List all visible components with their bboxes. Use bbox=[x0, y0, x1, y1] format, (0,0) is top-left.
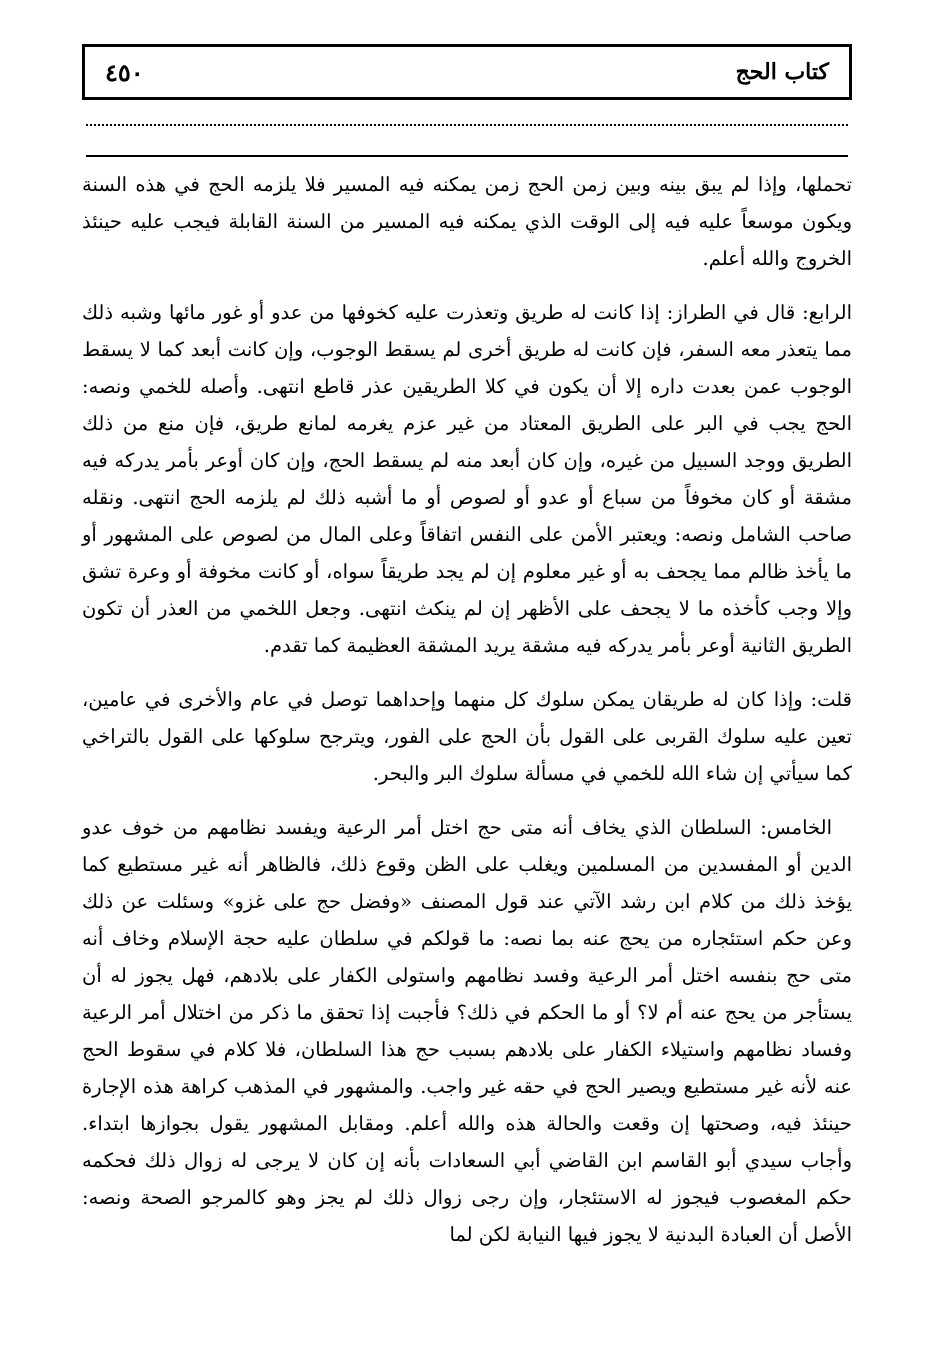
paragraph-1: تحملها، وإذا لم يبق بينه وبين زمن الحج زمن يمكنه فيه المسير فلا يلزمه الحج في هذه السنة ويكون موسعاً عليه فيه إلى الوقت الذي يمكنه فيه المسير من السنة القابلة فيجب عليه حينئذ الخروج والله أعلم. bbox=[82, 173, 853, 270]
chapter-title: كتاب الحج bbox=[735, 59, 829, 85]
paragraph-3: قلت: وإذا كان له طريقان يمكن سلوك كل منهما وإحداهما توصل في عام والأخرى في عامين، تعين عليه سلوك القربى على القول بأن الحج على الفور، ويترجح سلوكها على القول بالتراخي كما سيأتي إن شاء الله للخمي في مسألة سلوك البر والبحر. bbox=[82, 688, 852, 785]
page-header bbox=[82, 44, 852, 100]
paragraph-4: الخامس: السلطان الذي يخاف أنه متى حج اختل أمر الرعية ويفسد نظامهم من خوف عدو الدين أو المفسدين من المسلمين ويغلب على الظن وقوع ذلك، فالظاهر أنه غير مستطيع كما يؤخذ ذلك من كلام ابن رشد الآتي عند قول المصنف «وفضل حج على غزو» وسئلت عن ذلك وعن حكم استئجاره من يحج عنه بما نصه: ما قولكم في سلطان عليه حجة الإسلام وخاف أنه متى حج بنفسه اختل أمر الرعية وفسد نظامهم واستولى الكفار على بلادهم، فهل يجوز له أن يستأجر من يحج عنه أم لا؟ أو ما الحكم في ذلك؟ فأجبت إذا تحقق ما ذكر من اختلال أمر الرعية وفساد نظامهم واستيلاء الكفار على بلادهم بسبب حج هذا السلطان، فلا كلام في سقوط الحج عنه لأنه غير مستطيع ويصير الحج في حقه غير واجب. والمشهور في المذهب كراهة هذه الإجارة حينئذ فيه، وصحتها إن وقعت والحالة هذه والله أعلم. ومقابل المشهور يقول بجوازها ابتداء. وأجاب سيدي أبو القاسم ابن القاضي أبي السعادات بأنه إن كان لا يرجى له زوال ذلك فحكمه حكم المغصوب فيجوز له الاستئجار، وإن رجى زوال ذلك لم يجز وهو كالمرجو الصحة ونصه: الأصل أن العبادة البدنية لا يجوز فيها النيابة لكن لما bbox=[82, 816, 852, 1246]
page-number: ٤٥٠ bbox=[105, 57, 144, 87]
solid-divider bbox=[86, 155, 848, 157]
paragraph-2: الرابع: قال في الطراز: إذا كانت له طريق وتعذرت عليه كخوفها من عدو أو غور مائها وشبه ذلك مما يتعذر معه السفر، فإن كانت له طريق أخرى لم يسقط الوجوب، وإن كانت أبعد كما لا يسقط الوجوب عمن بعدت داره إلا أن يكون في كلا الطريقين عذر قاطع انتهى. وأصله للخمي ونصه: الحج يجب في البر على الطريق المعتاد من غير عزم يغرمه لمانع طريق، فإن منع من ذلك الطريق ووجد السبيل من غيره، وإن كان أبعد منه لم يسقط الحج، وإن كان أوعر بأمر يدركه فيه مشقة أو كان مخوفاً من سباع أو عدو أو لصوص أو ما أشبه ذلك لم يلزمه الحج انتهى. ونقله صاحب الشامل ونصه: ويعتبر الأمن على النفس اتفاقاً وعلى المال من لصوص على المشهور أو ما يأخذ ظالم مما يجحف به أو غير معلوم إن لم يجد طريقاً سواه، أو كانت مخوفة أو وعرة تشق وإلا وجب كأخذه ما لا يجحف على الأظهر إن لم ينكث انتهى. وجعل اللخمي من العذر أن تكون الطريق الثانية أوعر بأمر يدركه فيه مشقة يريد المشقة العظيمة كما تقدم. bbox=[82, 301, 852, 657]
dotted-divider bbox=[86, 124, 848, 126]
page-body bbox=[82, 166, 852, 1270]
